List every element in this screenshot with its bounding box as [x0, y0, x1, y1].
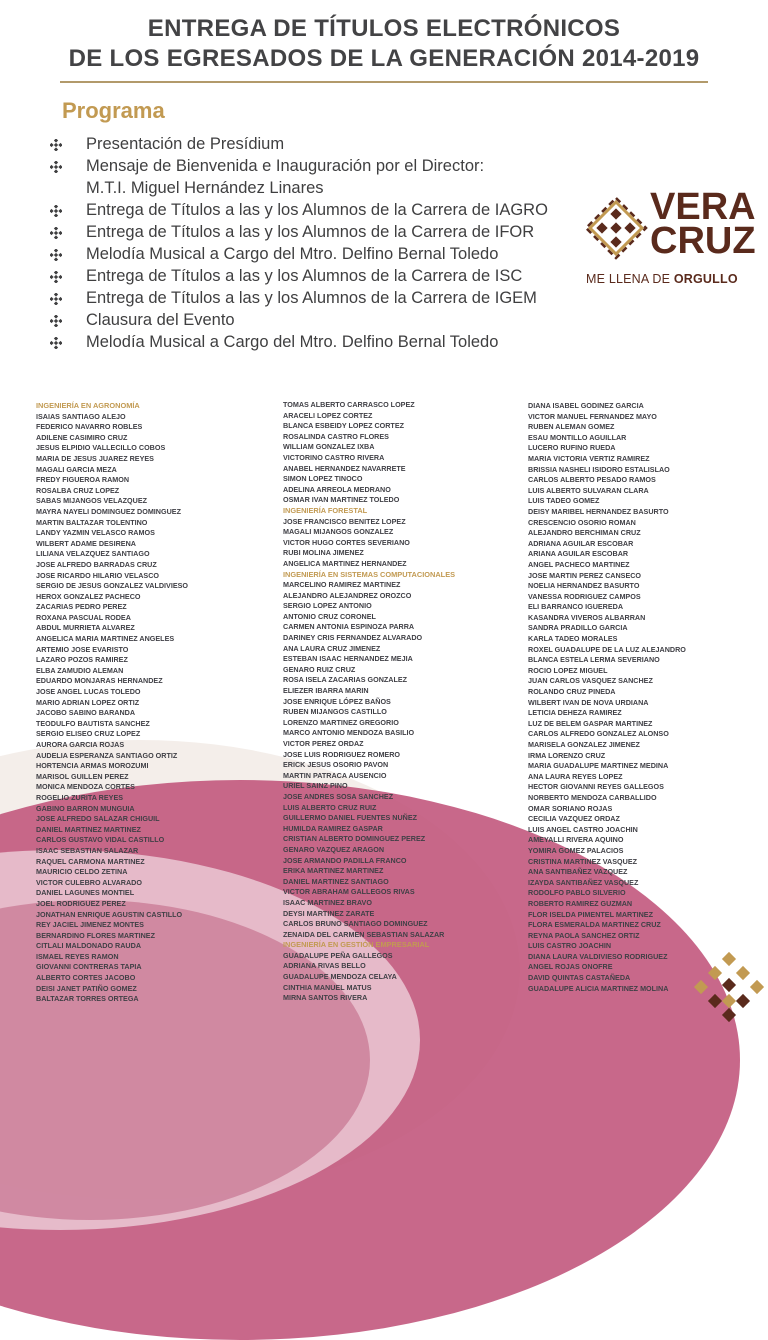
- page-title: [0, 14, 768, 74]
- graduate-name: LETICIA DEHEZA RAMIREZ: [528, 708, 622, 718]
- ornament-bullet-icon: [50, 315, 62, 327]
- graduate-name: CECILIA VAZQUEZ ORDAZ: [528, 814, 620, 824]
- program-item-text: Melodía Musical a Cargo del Mtro. Delfino Bernal Toledo: [86, 333, 499, 351]
- graduate-name: MAGALI MIJANGOS GONZALEZ: [283, 527, 394, 537]
- graduate-name: ADILENE CASIMIRO CRUZ: [36, 432, 128, 442]
- graduate-name: MAURICIO CELDO ZETINA: [36, 867, 128, 877]
- graduate-name: ALEJANDRO ALEJANDREZ OROZCO: [283, 590, 412, 600]
- graduate-name: CARLOS ALFREDO GONZALEZ ALONSO: [528, 729, 669, 739]
- program-item-text: Melodía Musical a Cargo del Mtro. Delfino Bernal Toledo: [86, 245, 499, 263]
- graduate-name: ISMAEL REYES RAMON: [36, 951, 119, 961]
- graduate-name: JOSE LUIS RODRIGUEZ ROMERO: [283, 749, 401, 759]
- graduate-name: JONATHAN ENRIQUE AGUSTIN CASTILLO: [36, 909, 183, 919]
- career-heading: INGENIERÍA EN AGRONOMÍA: [36, 401, 140, 410]
- graduate-name: URIEL SAINZ PINO: [283, 781, 348, 791]
- graduate-name: KARLA TADEO MORALES: [528, 634, 618, 644]
- ornament-bullet-icon: [50, 293, 62, 305]
- graduate-name: DEISI JANET PATIÑO GOMEZ: [36, 983, 137, 993]
- graduate-name: SANDRA PRADILLO GARCIA: [528, 623, 628, 633]
- graduate-name: ROXANA PASCUAL RODEA: [36, 612, 131, 622]
- title-divider: [60, 81, 708, 83]
- graduate-name: VANESSA RODRIGUEZ CAMPOS: [528, 591, 641, 601]
- career-heading: INGENIERÍA EN GESTIÓN EMPRESARIAL: [283, 940, 430, 950]
- graduate-name: NOELIA HERNANDEZ BASURTO: [528, 581, 640, 591]
- graduate-name: ANGEL ROJAS ONOFRE: [528, 962, 613, 972]
- graduate-name: MARIA DE JESUS JUAREZ REYES: [36, 453, 154, 463]
- graduate-name: MARISOL GUILLEN PEREZ: [36, 771, 129, 781]
- graduate-name: MARTIN PATRACA AUSENCIO: [283, 770, 387, 780]
- graduate-name: JOSE RICARDO HILARIO VELASCO: [36, 570, 159, 580]
- graduate-name: ERIKA MARTINEZ MARTINEZ: [283, 866, 384, 876]
- program-item: [50, 199, 570, 221]
- graduate-name: ANTONIO CRUZ CORONEL: [283, 611, 376, 621]
- graduate-name: GUADALUPE MENDOZA CELAYA: [283, 972, 397, 982]
- graduate-name: SABAS MIJANGOS VELAZQUEZ: [36, 496, 148, 506]
- graduate-name: JOSE ENRIQUE LÓPEZ BAÑOS: [283, 696, 391, 706]
- graduate-name: JOSE ANGEL LUCAS TOLEDO: [36, 687, 141, 697]
- graduate-name: REY JACIEL JIMENEZ MONTES: [36, 920, 144, 930]
- graduate-name: ISAAC SEBASTIAN SALAZAR: [36, 845, 139, 855]
- graduate-name: ESAU MONTILLO AGUILLAR: [528, 432, 627, 442]
- graduate-name: ALEJANDRO BERCHIMAN CRUZ: [528, 528, 641, 538]
- graduate-name: HORTENCIA ARMAS MOROZUMI: [36, 761, 149, 771]
- graduate-name: ELI BARRANCO IGUEREDA: [528, 602, 624, 612]
- graduate-name: SIMON LOPEZ TINOCO: [283, 474, 363, 484]
- graduate-name: ROSALBA CRUZ LOPEZ: [36, 485, 120, 495]
- graduate-name: TEODULFO BAUTISTA SANCHEZ: [36, 718, 150, 728]
- program-item-text: Entrega de Títulos a las y los Alumnos de la Carrera de ISC: [86, 267, 523, 285]
- graduate-name: MAYRA NAYELI DOMINGUEZ DOMINGUEZ: [36, 506, 181, 516]
- graduate-name: CARMEN ANTONIA ESPINOZA PARRA: [283, 622, 415, 632]
- career-heading: INGENIERÍA FORESTAL: [283, 505, 368, 515]
- graduate-name: RAQUEL CARMONA MARTINEZ: [36, 856, 145, 866]
- graduate-name: RUBI MOLINA JIMENEZ: [283, 548, 364, 558]
- graduate-name: SERGIO LOPEZ ANTONIO: [283, 601, 372, 611]
- graduate-name: MARTIN BALTAZAR TOLENTINO: [36, 517, 148, 527]
- graduate-name: MONICA MENDOZA CORTES: [36, 782, 135, 792]
- graduate-name: JUAN CARLOS VASQUEZ SANCHEZ: [528, 676, 653, 686]
- logo-slogan-prefix: ME LLENA DE: [586, 272, 674, 286]
- program-item-text: Entrega de Títulos a las y los Alumnos de la Carrera de IAGRO: [86, 201, 548, 219]
- graduate-name: MIRNA SANTOS RIVERA: [283, 993, 368, 1003]
- graduate-name: LORENZO MARTINEZ GREGORIO: [283, 717, 399, 727]
- graduate-name: JOSE ANDRES SOSA SANCHEZ: [283, 791, 394, 801]
- graduate-name: JOSE ARMANDO PADILLA FRANCO: [283, 855, 407, 865]
- graduate-name: RUBEN MIJANGOS CASTILLO: [283, 707, 387, 717]
- graduates-column-3: [528, 401, 748, 994]
- graduate-name: ANGELICA MARIA MARTINEZ ANGELES: [36, 634, 175, 644]
- program-item: [50, 155, 570, 177]
- graduate-name: JOSE MARTIN PEREZ CANSECO: [528, 570, 642, 580]
- graduate-name: BLANCA ESTELA LERMA SEVERIANO: [528, 655, 660, 665]
- graduate-name: WILBERT ADAME DESIRENA: [36, 538, 136, 548]
- graduate-name: EDUARDO MONJARAS HERNANDEZ: [36, 676, 163, 686]
- graduate-name: GUADALUPE PEÑA GALLEGOS: [283, 950, 393, 960]
- graduate-name: DANIEL LAGUNES MONTIEL: [36, 888, 135, 898]
- graduate-name: DANIEL MARTINEZ SANTIAGO: [283, 876, 389, 886]
- program-item-text: Presentación de Presídium: [86, 135, 285, 153]
- graduate-name: DEYSI MARTINEZ ZARATE: [283, 908, 375, 918]
- graduate-name: DEISY MARIBEL HERNANDEZ BASURTO: [528, 506, 669, 516]
- graduate-name: JESUS ELPIDIO VALLECILLO COBOS: [36, 443, 166, 453]
- graduate-name: ROXEL GUADALUPE DE LA LUZ ALEJANDRO: [528, 644, 686, 654]
- graduate-name: ROSA ISELA ZACARIAS GONZALEZ: [283, 675, 408, 685]
- program-item-text: Clausura del Evento: [86, 311, 235, 329]
- corner-pattern-ornament: [690, 950, 768, 1024]
- graduate-name: ANA SANTIBAÑEZ VAZQUEZ: [528, 867, 628, 877]
- graduate-name: JOSE ALFREDO SALAZAR CHIGUIL: [36, 814, 160, 824]
- ornament-bullet-icon: [50, 337, 62, 349]
- graduate-name: MAGALI GARCIA MEZA: [36, 464, 117, 474]
- graduate-name: IRMA LORENZO CRUZ: [528, 750, 606, 760]
- graduate-name: JOSE FRANCISCO BENITEZ LOPEZ: [283, 516, 406, 526]
- graduate-name: MARISELA GONZALEZ JIMENEZ: [528, 740, 640, 749]
- graduate-name: CINTHIA MANUEL MATUS: [283, 982, 372, 992]
- graduate-name: JOSE ALFREDO BARRADAS CRUZ: [36, 559, 157, 569]
- graduate-name: TOMAS ALBERTO CARRASCO LOPEZ: [283, 400, 415, 409]
- graduate-name: ANGEL PACHECO MARTINEZ: [528, 559, 630, 569]
- graduate-name: IZAYDA SANTIBAÑEZ VASQUEZ: [528, 877, 639, 887]
- ornament-bullet-icon: [50, 271, 62, 283]
- ornament-bullet-icon: [50, 161, 62, 173]
- program-item-text: Entrega de Títulos a las y los Alumnos de la Carrera de IGEM: [86, 289, 537, 307]
- graduate-name: FLORA ESMERALDA MARTINEZ CRUZ: [528, 920, 661, 930]
- graduate-name: MARCO ANTONIO MENDOZA BASILIO: [283, 728, 415, 738]
- graduate-name: GUADALUPE ALICIA MARTINEZ MOLINA: [528, 983, 669, 993]
- logo-name-line-2: CRUZ: [650, 220, 756, 262]
- graduate-name: HECTOR GIOVANNI REYES GALLEGOS: [528, 782, 664, 792]
- program-item-text: Entrega de Títulos a las y los Alumnos de la Carrera de IFOR: [86, 223, 535, 241]
- program-item: [50, 133, 570, 155]
- graduate-name: ADRIANA RIVAS BELLO: [283, 961, 366, 971]
- graduate-name: CRESCENCIO OSORIO ROMAN: [528, 517, 636, 527]
- graduate-name: VICTOR MANUEL FERNANDEZ MAYO: [528, 411, 657, 421]
- graduate-name: JOEL RODRIGUEZ PEREZ: [36, 898, 126, 908]
- graduate-name: MARIA VICTORIA VERTIZ RAMIREZ: [528, 453, 650, 463]
- graduate-name: ERICK JESUS OSORIO PAVON: [283, 760, 389, 770]
- program-heading: Programa: [62, 98, 165, 123]
- logo-slogan-bold: ORGULLO: [673, 272, 738, 286]
- graduate-name: OSMAR IVAN MARTINEZ TOLEDO: [283, 495, 400, 505]
- graduate-name: LUCERO RUFINO RUEDA: [528, 443, 616, 453]
- graduate-name: ROBERTO RAMIREZ GUZMAN: [528, 898, 633, 908]
- graduate-name: CITLALI MALDONADO RAUDA: [36, 941, 142, 951]
- graduate-name: HEROX GONZALEZ PACHECO: [36, 591, 141, 601]
- graduate-name: NORBERTO MENDOZA CARBALLIDO: [528, 792, 657, 802]
- logo-name-line-1: VERA: [650, 186, 756, 228]
- logo-slogan: [586, 272, 738, 286]
- graduate-name: DANIEL MARTINEZ MARTINEZ: [36, 824, 141, 834]
- graduate-name: RODOLFO PABLO SILVERIO: [528, 888, 626, 898]
- graduate-name: LAZARO POZOS RAMIREZ: [36, 655, 128, 665]
- graduate-name: DIANA LAURA VALDIVIESO RODRIGUEZ: [528, 951, 668, 961]
- graduate-name: ALBERTO CORTES JACOBO: [36, 973, 136, 983]
- graduate-name: ARIANA AGUILAR ESCOBAR: [528, 549, 629, 559]
- graduate-name: ANABEL HERNANDEZ NAVARRETE: [283, 463, 406, 473]
- graduate-name: ANA LAURA REYES LOPEZ: [528, 771, 623, 781]
- graduate-name: ZENAIDA DEL CARMEN SEBASTIAN SALAZAR: [283, 929, 445, 939]
- graduate-name: ARACELI LOPEZ CORTEZ: [283, 410, 373, 420]
- graduate-name: LUIS TADEO GOMEZ: [528, 496, 600, 506]
- graduate-name: BALTAZAR TORRES ORTEGA: [36, 994, 139, 1004]
- graduate-name: GENARO RUIZ CRUZ: [283, 664, 356, 674]
- graduate-name: VICTORINO CASTRO RIVERA: [283, 452, 385, 462]
- career-heading: INGENIERÍA EN SISTEMAS COMPUTACIONALES: [283, 569, 456, 579]
- graduate-name: BLANCA ESBEIDY LOPEZ CORTEZ: [283, 421, 404, 431]
- graduate-name: ANA LAURA CRUZ JIMENEZ: [283, 643, 381, 653]
- graduate-name: SERGIO ELISEO CRUZ LOPEZ: [36, 729, 141, 739]
- program-item: [50, 243, 570, 265]
- graduate-name: AUDELIA ESPERANZA SANTIAGO ORTIZ: [36, 750, 178, 760]
- graduate-name: LUIS ALBERTO CRUZ RUIZ: [283, 802, 377, 812]
- graduate-name: GUILLERMO DANIEL FUENTES NUÑEZ: [283, 813, 418, 823]
- title-line-2: DE LOS EGRESADOS DE LA GENERACIÓN 2014-2019: [68, 45, 700, 72]
- graduate-name: VICTOR HUGO CORTES SEVERIANO: [283, 537, 410, 547]
- graduate-name: VICTOR PEREZ ORDAZ: [283, 739, 364, 748]
- graduate-name: MARIO ADRIAN LOPEZ ORTIZ: [36, 697, 140, 707]
- graduate-name: ELBA ZAMUDIO ALEMAN: [36, 665, 124, 675]
- logo-name: [650, 186, 756, 262]
- ornament-bullet-icon: [50, 249, 62, 261]
- program-item-text: Mensaje de Bienvenida e Inauguración por el Director:: [86, 157, 485, 175]
- graduate-name: LUZ DE BELEM GASPAR MARTINEZ: [528, 718, 653, 728]
- graduate-name: ZACARIAS PEDRO PEREZ: [36, 602, 127, 612]
- graduate-name: AURORA GARCIA ROJAS: [36, 740, 125, 749]
- program-list: [50, 133, 570, 353]
- graduate-name: ROCIO LOPEZ MIGUEL: [528, 665, 608, 675]
- graduate-name: CRISTINA MARTINEZ VASQUEZ: [528, 856, 638, 866]
- graduate-name: LUIS CASTRO JOACHIN: [528, 941, 612, 951]
- graduate-name: FEDERICO NAVARRO ROBLES: [36, 422, 143, 432]
- graduate-name: CARLOS GUSTAVO VIDAL CASTILLO: [36, 835, 165, 845]
- graduate-name: JACOBO SABINO BARANDA: [36, 708, 136, 718]
- graduate-name: ROLANDO CRUZ PINEDA: [528, 687, 616, 697]
- ornament-bullet-icon: [50, 227, 62, 239]
- graduate-name: GIOVANNI CONTRERAS TAPIA: [36, 962, 142, 972]
- graduate-name: WILBERT IVAN DE NOVA URDIANA: [528, 697, 649, 707]
- graduate-name: DAVID QUINTAS CASTAÑEDA: [528, 973, 631, 983]
- director-name: M.T.I. Miguel Hernández Linares: [86, 179, 324, 197]
- graduate-name: CARLOS ALBERTO PESADO RAMOS: [528, 475, 656, 485]
- graduate-name: ISAIAS SANTIAGO ALEJO: [36, 411, 126, 421]
- ornament-bullet-icon: [50, 139, 62, 151]
- graduate-name: MARIA GUADALUPE MARTINEZ MEDINA: [528, 761, 669, 771]
- graduate-name: ADELINA ARREOLA MEDRANO: [283, 484, 391, 494]
- graduate-name: OMAR SORIANO ROJAS: [528, 803, 613, 813]
- graduate-name: MARCELINO RAMIREZ MARTINEZ: [283, 580, 401, 590]
- graduate-name: YOMIRA GOMEZ PALACIOS: [528, 845, 624, 855]
- graduate-name: FLOR ISELDA PIMENTEL MARTINEZ: [528, 909, 653, 919]
- graduate-name: BRISSIA NASHELI ISIDORO ESTALISLAO: [528, 464, 670, 474]
- graduate-name: HUMILDA RAMIREZ GASPAR: [283, 823, 383, 833]
- graduate-name: DIANA ISABEL GODINEZ GARCIA: [528, 401, 644, 410]
- graduate-name: AMEYALLI RIVERA AQUINO: [528, 835, 624, 845]
- graduates-column-1: [36, 401, 266, 1005]
- graduates-column-2: [283, 400, 503, 1004]
- graduate-name: DARINEY CRIS FERNANDEZ ALVARADO: [283, 633, 423, 643]
- graduate-name: LILIANA VELAZQUEZ SANTIAGO: [36, 549, 150, 559]
- graduate-name: ESTEBAN ISAAC HERNANDEZ MEJIA: [283, 654, 413, 664]
- graduate-name: KASANDRA VIVEROS ALBARRAN: [528, 612, 646, 622]
- program-item-continuation: [50, 177, 570, 199]
- program-item: [50, 221, 570, 243]
- graduate-name: VICTOR CULEBRO ALVARADO: [36, 877, 142, 887]
- graduate-name: CARLOS BRUNO SANTIAGO DOMINGUEZ: [283, 919, 428, 929]
- graduate-name: RUBEN ALEMAN GOMEZ: [528, 422, 615, 432]
- graduate-name: REYNA PAOLA SANCHEZ ORTIZ: [528, 930, 640, 940]
- graduate-name: LUIS ALBERTO SULVARAN CLARA: [528, 485, 649, 495]
- graduate-name: ABDUL MURRIETA ALVAREZ: [36, 623, 135, 633]
- graduate-name: LUIS ANGEL CASTRO JOACHIN: [528, 824, 638, 834]
- program-item: [50, 287, 570, 309]
- graduate-name: VICTOR ABRAHAM GALLEGOS RIVAS: [283, 887, 415, 897]
- program-item: [50, 331, 570, 353]
- graduate-name: BERNARDINO FLORES MARTINEZ: [36, 930, 155, 940]
- graduate-name: GENARO VAZQUEZ ARAGON: [283, 844, 385, 854]
- graduate-name: ELIEZER IBARRA MARIN: [283, 686, 369, 696]
- title-line-1: ENTREGA DE TÍTULOS ELECTRÓNICOS: [147, 15, 621, 42]
- graduate-name: ROSALINDA CASTRO FLORES: [283, 431, 389, 441]
- graduate-name: FREDY FIGUEROA RAMON: [36, 475, 130, 485]
- graduate-name: ARTEMIO JOSE EVARISTO: [36, 644, 129, 654]
- program-item: [50, 265, 570, 287]
- graduate-name: CRISTIAN ALBERTO DOMINGUEZ PEREZ: [283, 834, 426, 844]
- program-item: [50, 309, 570, 331]
- graduate-name: ANGELICA MARTINEZ HERNANDEZ: [283, 558, 407, 568]
- graduate-name: ADRIANA AGUILAR ESCOBAR: [528, 538, 634, 548]
- graduate-name: ROGELIO ZURITA REYES: [36, 792, 124, 802]
- graduate-name: WILLIAM GONZALEZ IXBA: [283, 442, 375, 452]
- graduate-name: LANDY YAZMIN VELASCO RAMOS: [36, 528, 155, 538]
- graduate-name: ISAAC MARTINEZ BRAVO: [283, 897, 372, 907]
- graduate-name: SERGIO DE JESUS GONZALEZ VALDIVIESO: [36, 581, 189, 591]
- ornament-bullet-icon: [50, 205, 62, 217]
- graduate-name: GABINO BARRON MUNGUIA: [36, 803, 135, 813]
